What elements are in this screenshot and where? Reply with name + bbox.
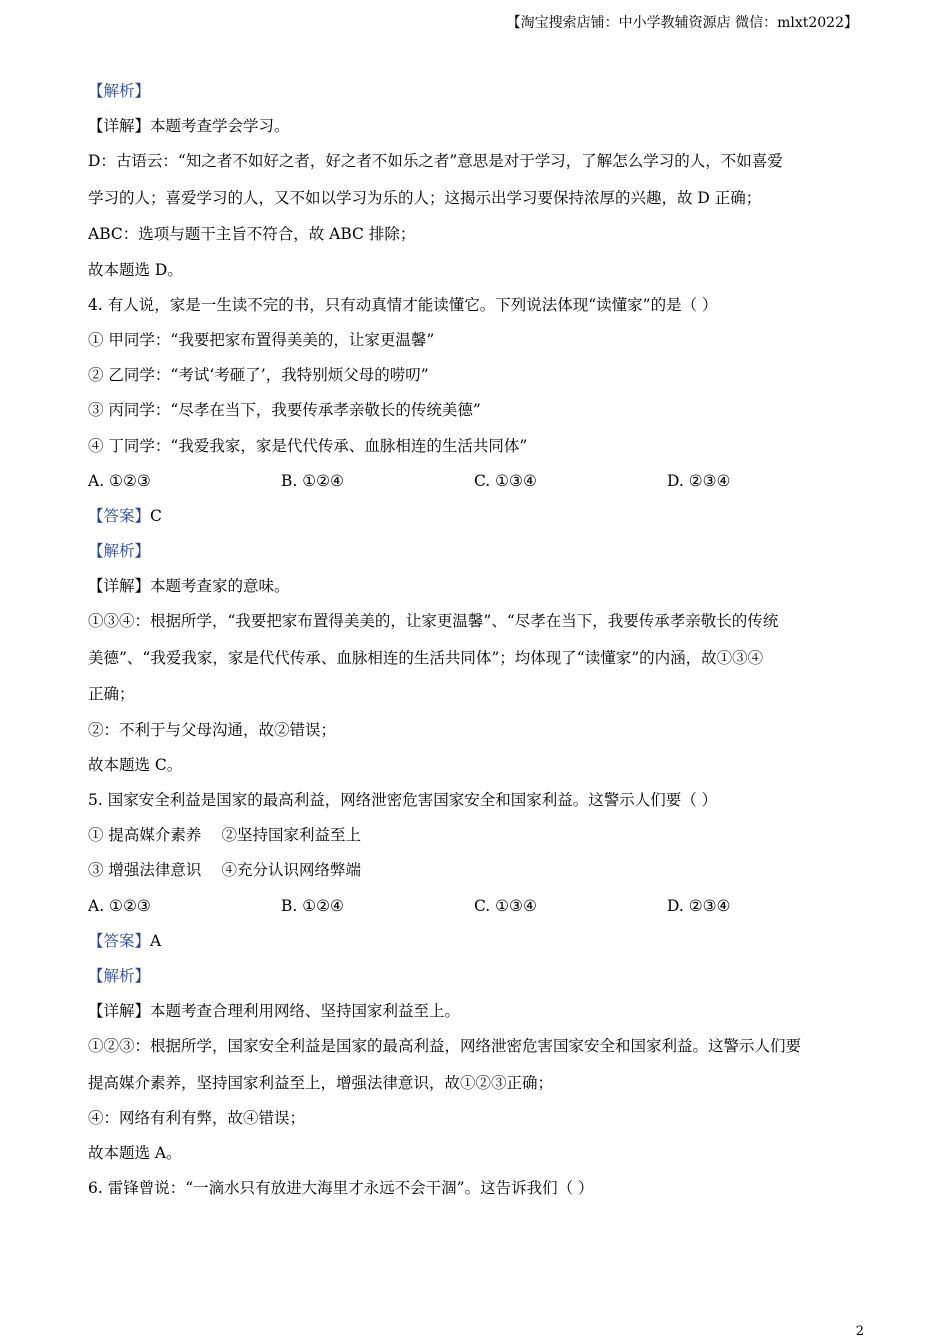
q4-stem: 4. 有人说，家是一生读不完的书，只有动真情才能读懂它。下列说法体现“读懂家”的是（ ） bbox=[88, 295, 718, 314]
q4-item-2: ② 乙同学：“考试‘考砸了’，我特别烦父母的唠叨” bbox=[88, 366, 429, 385]
q3-explain-line-2: 学习的人；喜爱学习的人，又不如以学习为乐的人；这揭示出学习要保持浓厚的兴趣，故 D 正确； bbox=[88, 188, 762, 207]
q4-answer-value: C bbox=[150, 506, 162, 525]
q4-option-c: C. ①③④ bbox=[474, 471, 537, 490]
q3-detail bbox=[88, 111, 860, 146]
document-body bbox=[88, 76, 860, 1209]
q5-answer bbox=[88, 926, 860, 961]
q5-explain-line-2: 提高媒介素养，坚持国家利益至上，增强法律意识，故①②③正确； bbox=[88, 1073, 554, 1092]
q4-analysis-tag bbox=[88, 536, 860, 571]
q5-answer-value: A bbox=[150, 931, 162, 950]
q5-option-a: A. ①②③ bbox=[88, 896, 151, 915]
q4-explain-line-1: ①③④：根据所学，“我要把家布置得美美的，让家更温馨”、“尽孝在当下，我要传承孝亲敬长的传统 bbox=[88, 612, 779, 631]
q4-item-3: ③ 丙同学：“尽孝在当下，我要传承孝亲敬长的传统美德” bbox=[88, 401, 481, 420]
q5-options bbox=[88, 891, 860, 926]
q5-option-b: B. ①②④ bbox=[281, 896, 344, 915]
q4-detail-text: 本题考查家的意味。 bbox=[150, 577, 290, 596]
q3-explain-line-1: D：古语云：“知之者不如好之者，好之者不如乐之者”意思是对于学习，了解怎么学习的人，不如喜爱 bbox=[88, 152, 783, 171]
q3-conclusion: 故本题选 D。 bbox=[88, 260, 183, 279]
q5-explain-line-1: ①②③：根据所学，国家安全利益是国家的最高利益，网络泄密危害国家安全和国家利益。这警示人们要 bbox=[88, 1037, 802, 1056]
q4-option-b: B. ①②④ bbox=[281, 471, 344, 490]
q5-item-4: ④充分认识网络弊端 bbox=[221, 861, 361, 880]
q3-analysis-tag bbox=[88, 76, 860, 111]
q4-explain-line-4: ②：不利于与父母沟通，故②错误； bbox=[88, 720, 337, 739]
q5-conclusion: 故本题选 A。 bbox=[88, 1144, 182, 1163]
analysis-tag: 【解析】 bbox=[88, 966, 151, 985]
q5-stem: 5. 国家安全利益是国家的最高利益，网络泄密危害国家安全和国家利益。这警示人们要（ ） bbox=[88, 791, 718, 809]
page-number: 2 bbox=[855, 1324, 864, 1339]
q5-explain-line-3: ④：网络有利有弊，故④错误； bbox=[88, 1109, 306, 1127]
q5-detail-text: 本题考查合理利用网络、坚持国家利益至上。 bbox=[150, 1002, 461, 1021]
q5-item-1: ① 提高媒介素养 bbox=[88, 826, 202, 845]
q3-explain-line-3: ABC：选项与题干主旨不符合，故 ABC 排除； bbox=[88, 225, 416, 244]
q4-detail bbox=[88, 571, 860, 606]
answer-tag: 【答案】 bbox=[88, 931, 151, 950]
q4-item-1: ① 甲同学：“我要把家布置得美美的，让家更温馨” bbox=[88, 330, 435, 349]
q5-detail bbox=[88, 996, 860, 1031]
q5-items-row-2 bbox=[88, 855, 860, 890]
q5-analysis-tag bbox=[88, 961, 860, 996]
detail-tag: 【详解】 bbox=[88, 577, 151, 596]
page-header: 【淘宝搜索店铺：中小学教辅资源店 微信：mlxt2022】 bbox=[506, 15, 858, 31]
q4-option-d: D. ②③④ bbox=[667, 471, 731, 490]
detail-tag: 【详解】 bbox=[88, 117, 151, 136]
detail-tag: 【详解】 bbox=[88, 1002, 151, 1021]
q5-option-c: C. ①③④ bbox=[474, 896, 537, 915]
q5-option-d: D. ②③④ bbox=[667, 896, 731, 915]
q5-item-3: ③ 增强法律意识 bbox=[88, 861, 202, 880]
q4-conclusion: 故本题选 C。 bbox=[88, 755, 183, 774]
q4-explain-line-2: 美德”、“我爱我家，家是代代传承、血脉相连的生活共同体”；均体现了“读懂家”的内涵，故①③④ bbox=[88, 648, 764, 667]
analysis-tag: 【解析】 bbox=[88, 82, 151, 100]
q4-answer bbox=[88, 501, 860, 536]
q5-items-row-1 bbox=[88, 820, 860, 855]
answer-tag: 【答案】 bbox=[88, 506, 151, 525]
q5-item-2: ②坚持国家利益至上 bbox=[221, 826, 361, 845]
q4-item-4: ④ 丁同学：“我爱我家，家是代代传承、血脉相连的生活共同体” bbox=[88, 436, 528, 455]
q6-stem: 6. 雷锋曾说：“一滴水只有放进大海里才永远不会干涸”。这告诉我们（ ） bbox=[88, 1179, 594, 1198]
q4-explain-line-3: 正确； bbox=[88, 685, 135, 704]
q4-option-a: A. ①②③ bbox=[88, 471, 151, 490]
analysis-tag: 【解析】 bbox=[88, 542, 151, 561]
q4-options bbox=[88, 466, 860, 501]
q3-detail-text: 本题考查学会学习。 bbox=[150, 117, 290, 136]
